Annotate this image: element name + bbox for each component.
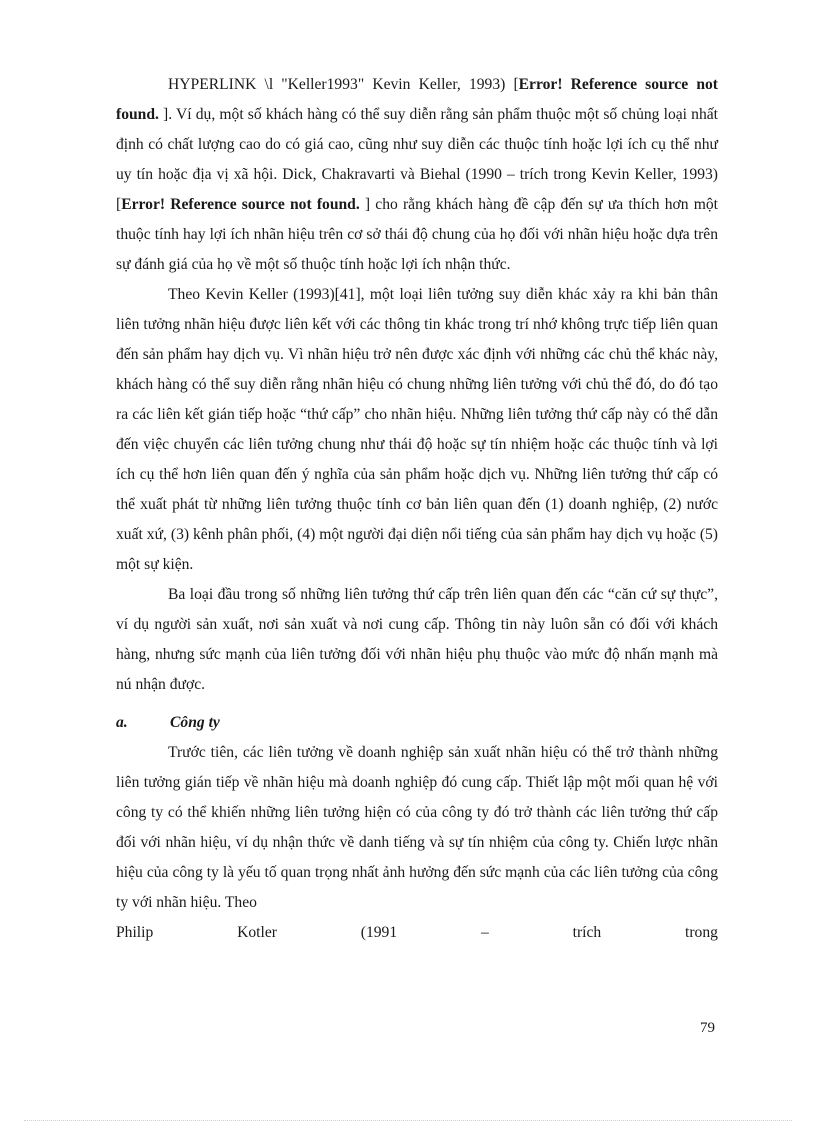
paragraph-3: Ba loại đầu trong số những liên tưởng thứ cấp trên liên quan đến các “căn cứ sự thực”, ví dụ người sản xuất, nơi sản xuất và nơi cung cấp. Thông tin này luôn sẵn có đối với khách hàng, nhưng sức mạnh của liên tưởng đối với nhãn hiệu phụ thuộc vào mức độ nhấn mạnh mà nú nhận được.: [116, 586, 718, 693]
paragraph-2: Theo Kevin Keller (1993)[41], một loại liên tưởng suy diễn khác xảy ra khi bản thân liên tưởng nhãn hiệu được liên kết với các thông tin khác trong trí nhớ không trực tiếp liên quan đến sản phẩm hay dịch vụ. Vì nhãn hiệu trở nên được xác định với những các chủ thể khác này, khách hàng có thể suy diễn rằng nhãn hiệu có chung những liên tưởng với chủ thể đó, do đó tạo ra các liên kết gián tiếp hoặc “thứ cấp” cho nhãn hiệu. Những liên tưởng thứ cấp này có thể dẫn đến việc chuyển các liên tưởng chung như thái độ hoặc sự tín nhiệm hoặc các thuộc tính và lợi ích cụ thể hơn liên quan đến ý nghĩa của sản phẩm hoặc dịch vụ. Những liên tưởng thứ cấp có thể xuất phát từ những liên tưởng thuộc tính cơ bản liên quan đến (1) doanh nghiệp, (2) nước xuất xứ, (3) kênh phân phối, (4) một người đại diện nổi tiếng của sản phẩm hay dịch vụ hoặc (5) một sự kiện.: [116, 286, 718, 573]
reference-error-1: Error! Reference source not found.: [116, 76, 718, 123]
final-line-word: (1991: [360, 924, 398, 941]
paragraph-1: [116, 70, 718, 280]
section-number: a.: [116, 714, 128, 731]
final-line: [116, 918, 718, 948]
page-body: [116, 70, 718, 948]
final-line-word: Kotler: [237, 924, 277, 941]
final-line-word: trích: [572, 924, 602, 941]
final-line-word: –: [480, 924, 489, 941]
page-number: 79: [700, 1020, 715, 1036]
reference-error-2: Error! Reference source not found.: [121, 196, 360, 213]
footer-divider: [24, 1120, 792, 1121]
section-title: Công ty: [170, 714, 220, 731]
section-heading: [116, 708, 718, 738]
paragraph-1-end: ] cho rằng khách hàng đề cập đến sự ưa thích hơn một thuộc tính hay lợi ích nhãn hiệu trên cơ sở thái độ chung của họ đối với nhãn hiệu hoặc dựa trên sự đánh giá của họ về một số thuộc tính hoặc lợi ích nhận thức.: [116, 196, 718, 273]
paragraph-1-start: HYPERLINK \l "Keller1993" Kevin Keller, 1993) [: [168, 76, 519, 93]
final-line-word: trong: [685, 924, 718, 941]
section-paragraph: Trước tiên, các liên tưởng về doanh nghiệp sản xuất nhãn hiệu có thể trở thành những liên tưởng gián tiếp về nhãn hiệu mà doanh nghiệp đó cung cấp. Thiết lập một mối quan hệ với công ty có thể khiến những liên tưởng hiện có của công ty đó trở thành các liên tưởng thứ cấp đối với nhãn hiệu, ví dụ nhận thức về danh tiếng và sự tín nhiệm của công ty. Chiến lược nhãn hiệu của công ty là yếu tố quan trọng nhất ảnh hưởng đến sức mạnh của các liên tưởng của công ty với nhãn hiệu. Theo: [116, 744, 718, 911]
final-line-word: Philip: [116, 924, 154, 941]
paragraph-1-middle: ]. Ví dụ, một số khách hàng có thể suy diễn rằng sản phẩm thuộc một số chủng loại nhất định có chất lượng cao do có giá cao, cũng như suy diễn các thuộc tính hoặc lợi ích cụ thể như uy tín hoặc địa vị xã hội. Dick, Chakravarti và Biehal (1990 – trích trong Kevin Keller, 1993) [: [116, 106, 718, 213]
